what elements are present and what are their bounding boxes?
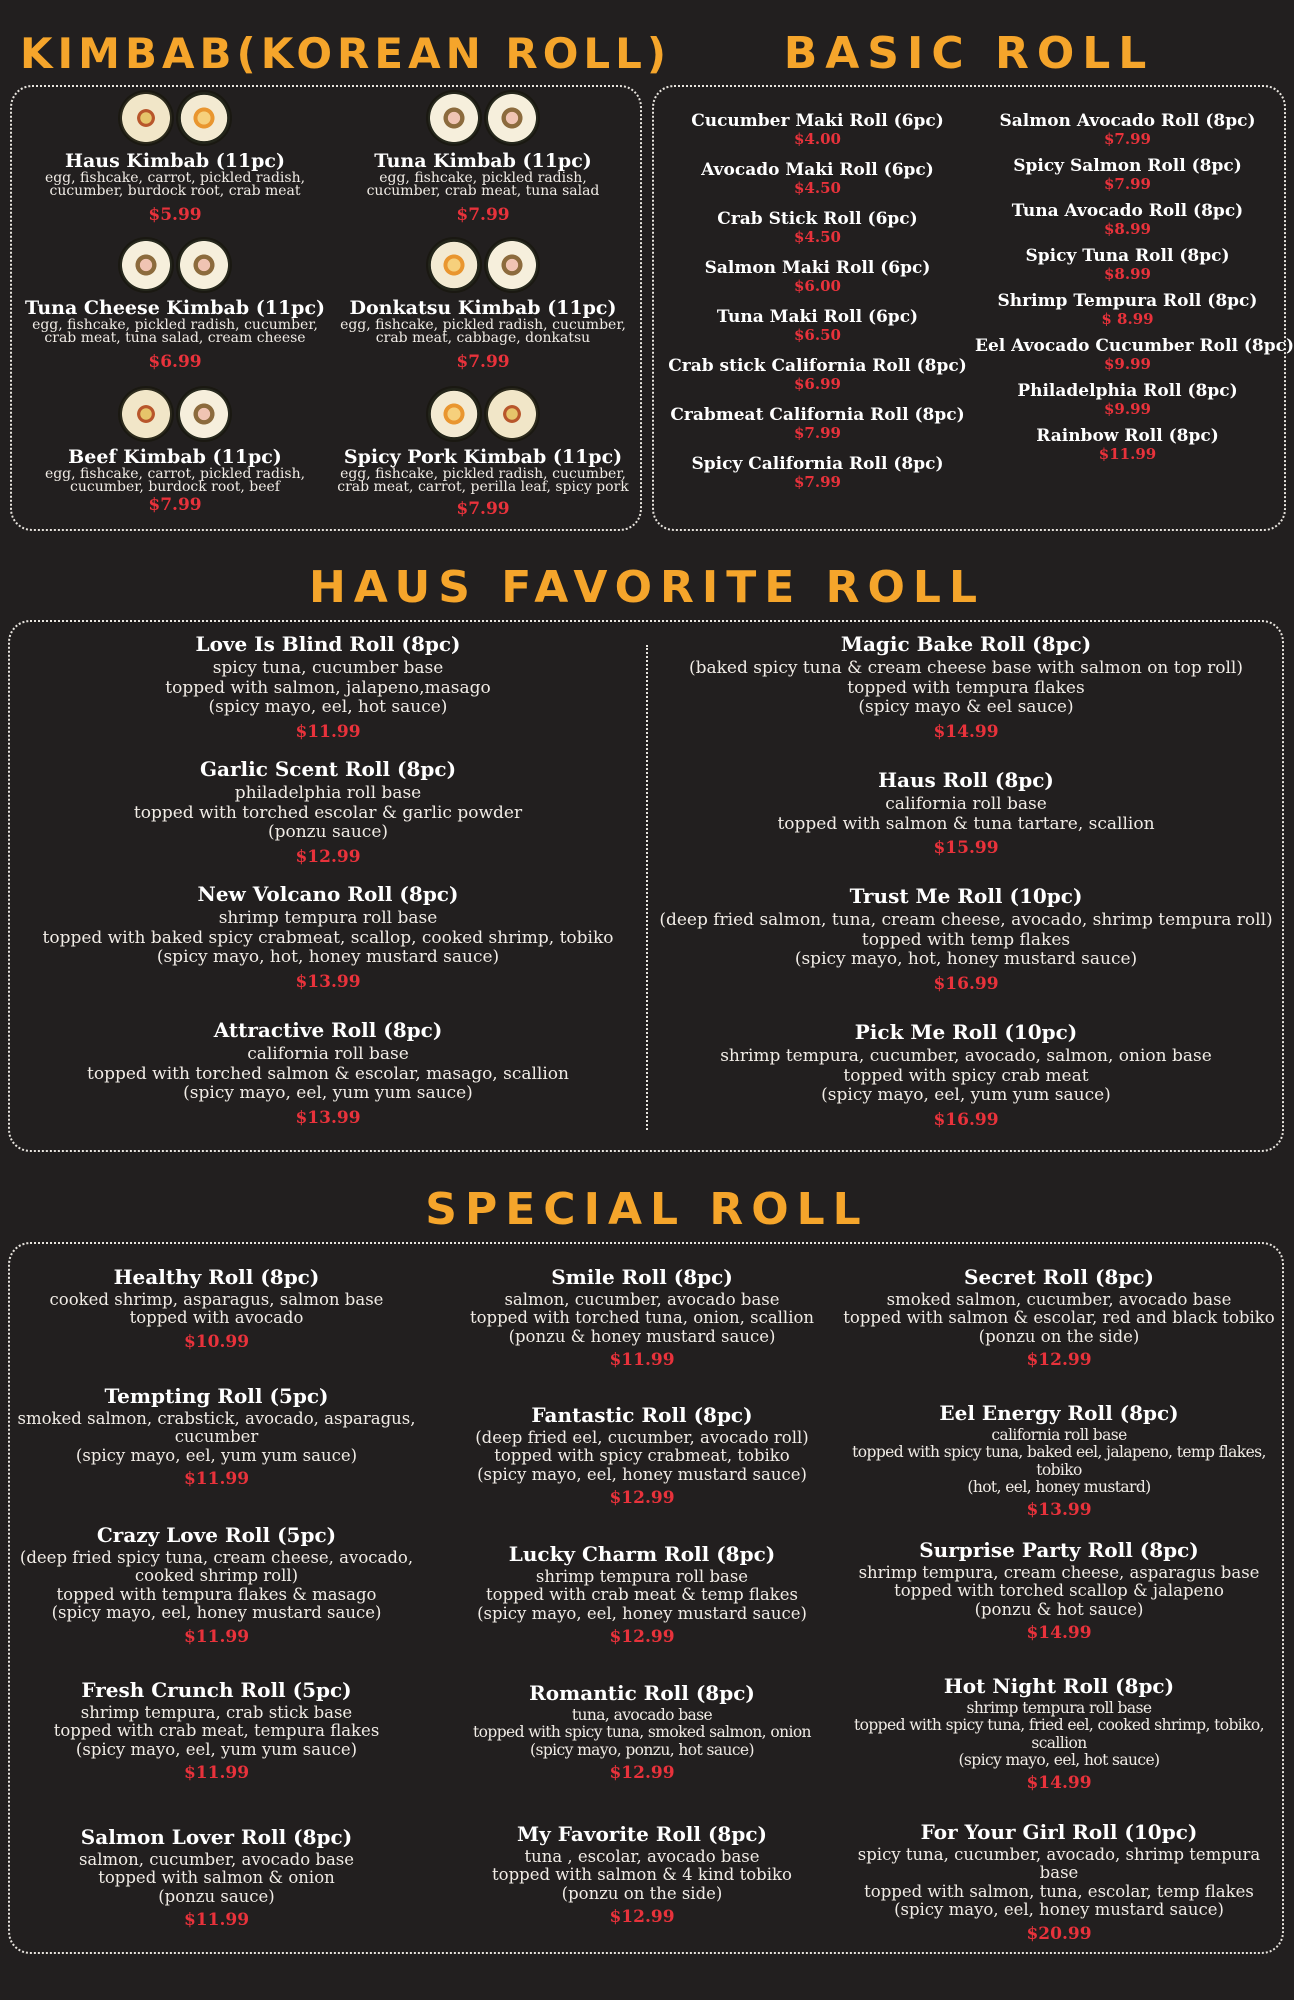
item-name: Tuna Cheese Kimbab (11pc) — [24, 297, 326, 319]
menu-item — [975, 113, 1280, 148]
item-description: smoked salmon, cucumber, avocado base topped with salmon & escolar, red and black tobiko (ponzu on the side) — [843, 1290, 1275, 1346]
item-description: egg, fishcake, pickled radish, cucumber, crab meat, tuna salad — [366, 169, 600, 200]
item-description: spicy tuna, cucumber base topped with salmon, jalapeno,masago (spicy mayo, eel, hot sauce) — [165, 658, 491, 718]
item-price: $7.99 — [456, 204, 510, 225]
menu-item — [18, 634, 638, 741]
menu-item — [975, 336, 1294, 373]
menu-item — [432, 1267, 852, 1370]
favorite-divider — [646, 645, 648, 1130]
item-name: Shrimp Tempura Roll (8pc) — [997, 291, 1258, 311]
item-name: Rainbow Roll (8pc) — [1036, 426, 1219, 446]
item-price: $7.99 — [148, 494, 202, 515]
menu-item — [432, 1405, 852, 1508]
kimbab-roll-photo — [330, 386, 636, 446]
item-name: Salmon Avocado Roll (8pc) — [999, 111, 1256, 131]
menu-item — [656, 770, 1276, 858]
item-price: $13.99 — [1026, 1500, 1092, 1521]
item-price: $7.99 — [794, 472, 841, 491]
item-name: Pick Me Roll (10pc) — [854, 1020, 1078, 1044]
menu-item — [656, 634, 1276, 741]
basic-section-title: BASIC ROLL — [783, 28, 1155, 79]
item-name: Haus Roll (8pc) — [878, 768, 1054, 792]
item-name: Crazy Love Roll (5pc) — [96, 1523, 337, 1547]
item-name: Cucumber Maki Roll (6pc) — [691, 111, 944, 131]
item-price: $12.99 — [609, 1907, 675, 1928]
menu-item — [656, 886, 1276, 993]
menu-item — [14, 1680, 419, 1783]
item-price: $7.99 — [456, 351, 510, 372]
item-name: Donkatsu Kimbab (11pc) — [349, 297, 617, 319]
item-price: $7.99 — [456, 498, 510, 519]
menu-item — [18, 759, 638, 866]
item-price: $20.99 — [1026, 1923, 1092, 1944]
menu-item — [665, 113, 970, 148]
item-description: smoked salmon, crabstick, avocado, asparagus, cucumber (spicy mayo, eel, yum yum sauce) — [17, 1409, 416, 1465]
item-name: For Your Girl Roll (10pc) — [920, 1820, 1198, 1844]
item-name: Garlic Scent Roll (8pc) — [199, 757, 457, 781]
menu-item — [18, 1020, 638, 1127]
item-price: $9.99 — [1104, 354, 1151, 373]
item-price: $12.99 — [1026, 1350, 1092, 1371]
item-description: california roll base topped with torched salmon & escolar, masago, scallion (spicy mayo, eel, yum yum sauce) — [87, 1044, 569, 1104]
item-price: $12.99 — [609, 1488, 675, 1509]
menu-item — [432, 1544, 852, 1647]
item-price: $8.99 — [1104, 264, 1151, 283]
menu-item — [14, 1386, 419, 1489]
item-price: $11.99 — [183, 1763, 250, 1784]
item-price: $11.99 — [1098, 444, 1157, 463]
item-name: Haus Kimbab (11pc) — [65, 150, 285, 172]
item-description: salmon, cucumber, avocado base topped with torched tuna, onion, scallion (ponzu & honey mustard sauce) — [469, 1290, 815, 1346]
item-name: Tempting Roll (5pc) — [104, 1384, 329, 1408]
menu-item — [18, 884, 638, 991]
item-price: $15.99 — [933, 838, 999, 859]
item-description: egg, fishcake, pickled radish, cucumber, crab meat, cabbage, donkatsu — [340, 316, 626, 347]
item-description: shrimp tempura roll base topped with baked spicy crabmeat, scallop, cooked shrimp, tobiko (spicy mayo, hot, honey mustard sauce) — [42, 908, 614, 968]
item-price: $13.99 — [295, 971, 361, 992]
item-description: tuna, avocado base topped with spicy tuna, smoked salmon, onion (spicy mayo, ponzu, hot sauce) — [473, 1706, 811, 1759]
item-name: Spicy Salmon Roll (8pc) — [1013, 156, 1242, 176]
item-name: Love Is Blind Roll (8pc) — [195, 632, 461, 656]
item-name: Crab stick California Roll (8pc) — [668, 356, 967, 376]
menu-item — [20, 237, 330, 371]
menu-item — [975, 293, 1280, 328]
item-description: spicy tuna, cucumber, avocado, shrimp tempura base topped with salmon, tuna, escolar, temp flakes (spicy mayo, eel, honey mustard sauce) — [857, 1845, 1261, 1920]
menu-item — [665, 162, 970, 197]
menu-item — [665, 260, 970, 295]
menu-item — [838, 1676, 1280, 1793]
item-description: (deep fried salmon, tuna, cream cheese, avocado, shrimp tempura roll) topped with temp flakes (spicy mayo, hot, honey mustard sauce) — [659, 910, 1273, 970]
item-name: Spicy Tuna Roll (8pc) — [1025, 246, 1230, 266]
item-name: Hot Night Roll (8pc) — [943, 1674, 1175, 1698]
item-price: $4.50 — [794, 178, 841, 197]
item-price: $7.99 — [794, 423, 841, 442]
item-name: Fantastic Roll (8pc) — [531, 1403, 753, 1427]
item-name: Healthy Roll (8pc) — [113, 1265, 320, 1289]
item-name: Smile Roll (8pc) — [551, 1265, 733, 1289]
item-name: Crabmeat California Roll (8pc) — [670, 405, 965, 425]
item-price: $8.99 — [1104, 219, 1151, 238]
item-name: Magic Bake Roll (8pc) — [840, 632, 1092, 656]
menu-item — [14, 1267, 419, 1352]
item-name: Trust Me Roll (10pc) — [849, 884, 1083, 908]
item-name: Secret Roll (8pc) — [964, 1265, 1154, 1289]
menu-item — [838, 1403, 1280, 1520]
menu-item — [20, 386, 330, 514]
item-name: Spicy Pork Kimbab (11pc) — [343, 446, 623, 468]
item-price: $4.50 — [794, 227, 841, 246]
item-price: $11.99 — [183, 1910, 250, 1931]
item-description: (deep fried spicy tuna, cream cheese, avocado, cooked shrimp roll) topped with tempura flakes & masago (spicy mayo, eel, honey mustard sauce) — [19, 1548, 414, 1623]
item-description: cooked shrimp, asparagus, salmon base topped with avocado — [49, 1290, 384, 1328]
item-name: Romantic Roll (8pc) — [529, 1681, 755, 1705]
special-section-title: SPECIAL ROLL — [425, 1184, 869, 1235]
item-price: $11.99 — [183, 1469, 250, 1490]
item-name: Beef Kimbab (11pc) — [68, 446, 282, 468]
item-price: $6.99 — [148, 351, 202, 372]
kimbab-roll-photo — [20, 386, 330, 446]
item-price: $4.00 — [794, 129, 841, 148]
item-name: Spicy California Roll (8pc) — [691, 454, 944, 474]
item-price: $9.99 — [1104, 399, 1151, 418]
item-price: $16.99 — [933, 1109, 999, 1130]
menu-item — [656, 1022, 1276, 1129]
item-description: california roll base topped with spicy tuna, baked eel, jalapeno, temp flakes, tobiko (hot, eel, honey mustard) — [852, 1426, 1266, 1497]
item-name: New Volcano Roll (8pc) — [197, 882, 459, 906]
item-name: Fresh Crunch Roll (5pc) — [81, 1678, 352, 1702]
item-price: $11.99 — [295, 721, 361, 742]
item-price: $14.99 — [1026, 1773, 1092, 1794]
item-name: Surprise Party Roll (8pc) — [919, 1538, 1199, 1562]
item-description: tuna , escolar, avocado base topped with salmon & 4 kind tobiko (ponzu on the side) — [492, 1847, 792, 1903]
item-description: egg, fishcake, carrot, pickled radish, cucumber, burdock root, crab meat — [44, 169, 306, 200]
menu-item — [665, 309, 970, 344]
kimbab-roll-photo — [20, 90, 330, 150]
menu-item — [14, 1525, 419, 1647]
item-price: $5.99 — [148, 204, 202, 225]
item-description: shrimp tempura roll base topped with spicy tuna, fried eel, cooked shrimp, tobiko, scallion (spicy mayo, eel, hot sauce) — [854, 1699, 1264, 1770]
item-name: Tuna Avocado Roll (8pc) — [1011, 201, 1244, 221]
item-price: $7.99 — [1104, 129, 1151, 148]
menu-item — [665, 211, 970, 246]
item-name: Tuna Kimbab (11pc) — [374, 150, 592, 172]
menu-item — [838, 1267, 1280, 1370]
kimbab-roll-photo — [20, 237, 330, 297]
menu-item — [838, 1822, 1280, 1944]
item-price: $6.00 — [794, 276, 841, 295]
item-price: $14.99 — [933, 721, 999, 742]
item-name: Salmon Lover Roll (8pc) — [80, 1825, 353, 1849]
menu-item — [975, 248, 1280, 283]
item-description: salmon, cucumber, avocado base topped with salmon & onion (ponzu sauce) — [78, 1850, 355, 1906]
item-price: $10.99 — [183, 1331, 250, 1352]
menu-item — [432, 1683, 852, 1783]
menu-item — [975, 203, 1280, 238]
menu-item — [20, 90, 330, 224]
item-name: My Favorite Roll (8pc) — [517, 1822, 767, 1846]
item-price: $12.99 — [609, 1763, 675, 1784]
item-price: $12.99 — [295, 846, 361, 867]
item-price: $6.50 — [794, 325, 841, 344]
item-price: $14.99 — [1026, 1623, 1092, 1644]
item-price: $12.99 — [609, 1627, 675, 1648]
item-name: Philadelphia Roll (8pc) — [1017, 381, 1238, 401]
item-price: $11.99 — [609, 1350, 675, 1371]
item-name: Eel Energy Roll (8pc) — [939, 1401, 1179, 1425]
menu-item — [14, 1827, 419, 1930]
item-description: (deep fried eel, cucumber, avocado roll) topped with spicy crabmeat, tobiko (spicy mayo, eel, honey mustard sauce) — [475, 1428, 809, 1484]
item-name: Tuna Maki Roll (6pc) — [716, 307, 919, 327]
kimbab-section-title: KIMBAB(KOREAN ROLL) — [20, 29, 672, 78]
item-description: california roll base topped with salmon & tuna tartare, scallion — [777, 794, 1155, 834]
item-description: egg, fishcake, carrot, pickled radish, cucumber, burdock root, beef — [44, 465, 306, 496]
menu-item — [975, 158, 1280, 193]
kimbab-roll-photo — [330, 90, 636, 150]
item-price: $6.99 — [794, 374, 841, 393]
item-description: egg, fishcake, pickled radish, cucumber, crab meat, tuna salad, cream cheese — [32, 316, 318, 347]
item-price: $16.99 — [933, 973, 999, 994]
menu-item — [665, 358, 970, 393]
kimbab-roll-photo — [330, 237, 636, 297]
item-description: shrimp tempura roll base topped with crab meat & temp flakes (spicy mayo, eel, honey mustard sauce) — [477, 1567, 807, 1623]
menu-item — [975, 428, 1280, 463]
menu-item — [665, 456, 970, 491]
item-description: (baked spicy tuna & cream cheese base with salmon on top roll) topped with tempura flakes (spicy mayo & eel sauce) — [688, 658, 1243, 718]
item-name: Salmon Maki Roll (6pc) — [704, 258, 931, 278]
item-name: Avocado Maki Roll (6pc) — [701, 160, 934, 180]
item-price: $11.99 — [183, 1626, 250, 1647]
item-description: egg, fishcake, pickled radish, cucumber, crab meat, carrot, perilla leaf, spicy pork — [337, 465, 629, 496]
menu-item — [975, 383, 1280, 418]
item-name: Attractive Roll (8pc) — [213, 1018, 443, 1042]
item-name: Eel Avocado Cucumber Roll (8pc) — [975, 336, 1294, 356]
item-price: $7.99 — [1104, 174, 1151, 193]
favorite-section-title: HAUS FAVORITE ROLL — [308, 562, 986, 613]
menu-item — [665, 407, 970, 442]
menu-item — [432, 1824, 852, 1927]
item-name: Crab Stick Roll (6pc) — [717, 209, 918, 229]
menu-item — [330, 90, 636, 224]
item-description: shrimp tempura, crab stick base topped with crab meat, tempura flakes (spicy mayo, eel, yum yum sauce) — [53, 1703, 380, 1759]
menu-item — [330, 237, 636, 371]
item-name: Lucky Charm Roll (8pc) — [508, 1542, 776, 1566]
item-description: shrimp tempura, cucumber, avocado, salmon, onion base topped with spicy crab meat (spicy mayo, eel, yum yum sauce) — [720, 1046, 1212, 1106]
menu-item — [838, 1540, 1280, 1643]
item-price: $13.99 — [295, 1107, 361, 1128]
menu-item — [330, 386, 636, 518]
item-price: $ 8.99 — [1101, 309, 1154, 328]
item-description: shrimp tempura, cream cheese, asparagus base topped with torched scallop & jalapeno (ponzu & hot sauce) — [858, 1563, 1260, 1619]
item-description: philadelphia roll base topped with torched escolar & garlic powder (ponzu sauce) — [133, 783, 523, 843]
